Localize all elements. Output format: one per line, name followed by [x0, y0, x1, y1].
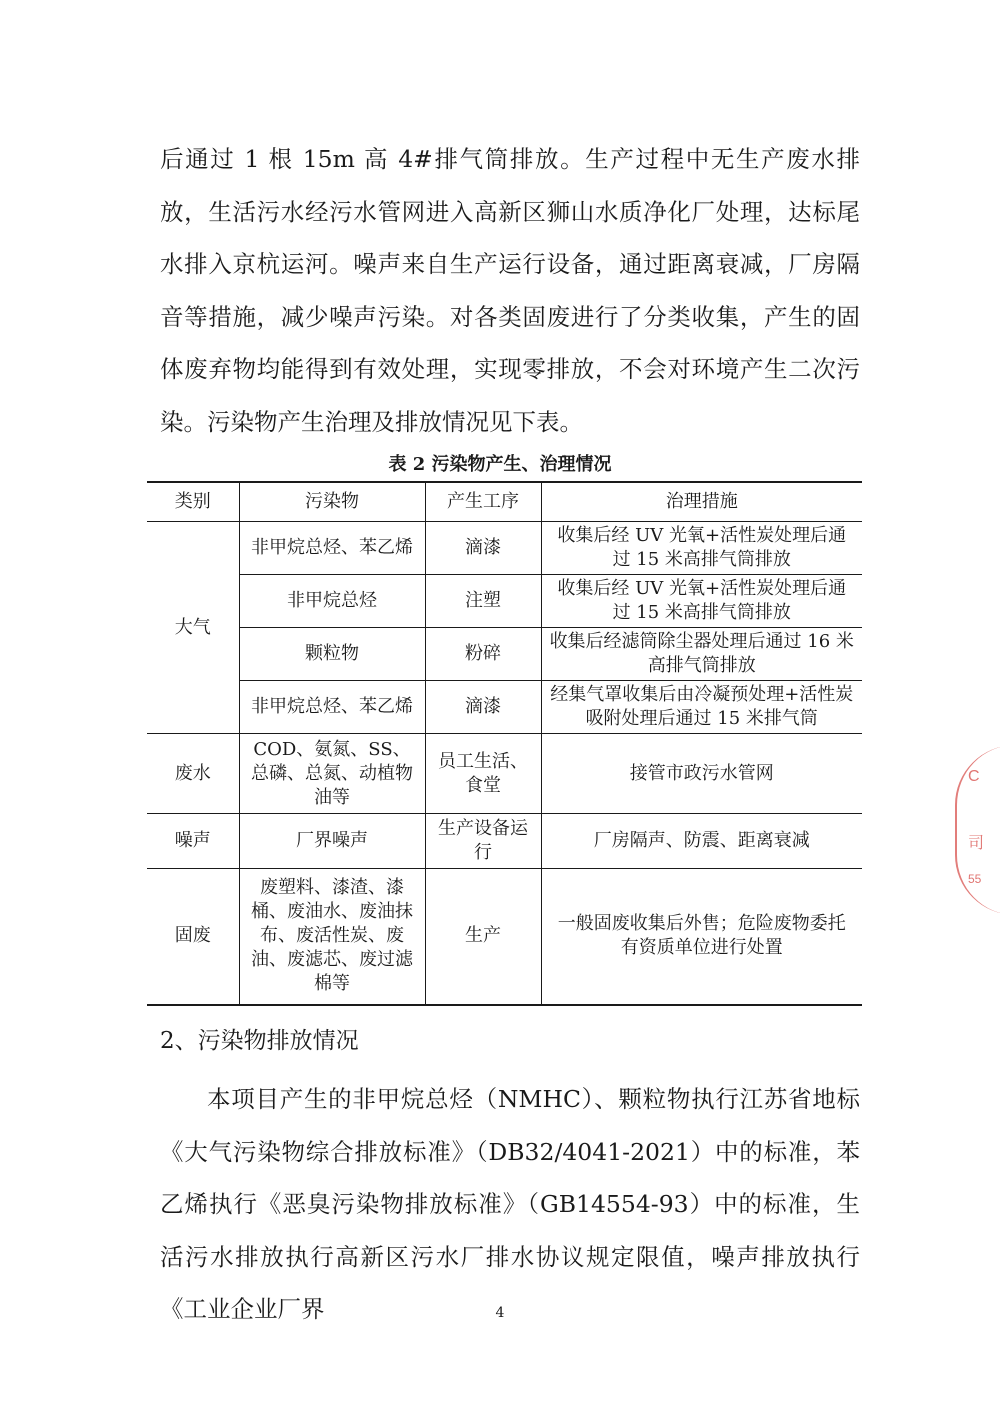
section-heading: 2、污染物排放情况	[160, 1028, 359, 1054]
header-measure: 治理措施	[541, 482, 862, 522]
process-cell: 生产设备运行	[425, 814, 541, 869]
table-row	[147, 522, 862, 575]
table-row	[147, 814, 862, 869]
table-row	[147, 681, 862, 734]
pollutant-cell: 非甲烷总烃、苯乙烯	[239, 681, 425, 734]
process-cell: 粉碎	[425, 628, 541, 681]
stamp-text: 55	[968, 872, 982, 886]
stamp-text: C	[968, 768, 980, 785]
process-cell: 注塑	[425, 575, 541, 628]
measure-cell: 收集后经滤筒除尘器处理后通过 16 米高排气筒排放	[541, 628, 862, 681]
measure-cell: 收集后经 UV 光氧+活性炭处理后通过 15 米高排气筒排放	[541, 575, 862, 628]
table-row	[147, 734, 862, 814]
pollution-table	[147, 481, 862, 1006]
category-cell: 噪声	[147, 814, 239, 869]
category-cell: 废水	[147, 734, 239, 814]
category-cell: 大气	[147, 522, 239, 734]
table-row	[147, 869, 862, 1005]
pollutant-cell: COD、氨氮、SS、总磷、总氮、动植物油等	[239, 734, 425, 814]
measure-cell: 厂房隔声、防震、距离衰减	[541, 814, 862, 869]
category-cell: 固废	[147, 869, 239, 1005]
process-cell: 生产	[425, 869, 541, 1005]
process-cell: 员工生活、食堂	[425, 734, 541, 814]
table-row	[147, 628, 862, 681]
pollutant-cell: 非甲烷总烃	[239, 575, 425, 628]
header-pollutant: 污染物	[239, 482, 425, 522]
stamp-text: 司	[968, 835, 985, 852]
measure-cell: 收集后经 UV 光氧+活性炭处理后通过 15 米高排气筒排放	[541, 522, 862, 575]
table-caption: 表 2 污染物产生、治理情况	[388, 454, 612, 475]
header-category: 类别	[147, 482, 239, 522]
measure-cell: 经集气罩收集后由冷凝预处理+活性炭吸附处理后通过 15 米排气筒	[541, 681, 862, 734]
process-cell: 滴漆	[425, 681, 541, 734]
header-process: 产生工序	[425, 482, 541, 522]
intro-paragraph: 后通过 1 根 15m 高 4#排气筒排放。生产过程中无生产废水排放，生活污水经污水管网进入高新区狮山水质净化厂处理，达标尾水排入京杭运河。噪声来自生产运行设备，通过距离衰减，厂房隔音等措施，减少噪声污染。对各类固废进行了分类收集，产生的固体废弃物均能得到有效处理，实现零排放，不会对环境产生二次污染。污染物产生治理及排放情况见下表。	[160, 145, 860, 436]
measure-cell: 一般固废收集后外售；危险废物委托有资质单位进行处置	[541, 869, 862, 1005]
process-cell: 滴漆	[425, 522, 541, 575]
pollutant-cell: 厂界噪声	[239, 814, 425, 869]
pollutant-cell: 非甲烷总烃、苯乙烯	[239, 522, 425, 575]
measure-cell: 接管市政污水管网	[541, 734, 862, 814]
table-header-row	[147, 482, 862, 522]
emission-paragraph: 本项目产生的非甲烷总烃（NMHC）、颗粒物执行江苏省地标《大气污染物综合排放标准》（DB32/4041-2021）中的标准，苯乙烯执行《恶臭污染物排放标准》（GB14554-93）中的标准，生活污水排放执行高新区污水厂排水协议规定限值，噪声排放执行《工业企业厂界	[160, 1085, 860, 1323]
pollutant-cell: 颗粒物	[239, 628, 425, 681]
page-number: 4	[495, 1305, 505, 1321]
pollutant-cell: 废塑料、漆渣、漆桶、废油水、废油抹布、废活性炭、废油、废滤芯、废过滤棉等	[239, 869, 425, 1005]
table-row	[147, 575, 862, 628]
